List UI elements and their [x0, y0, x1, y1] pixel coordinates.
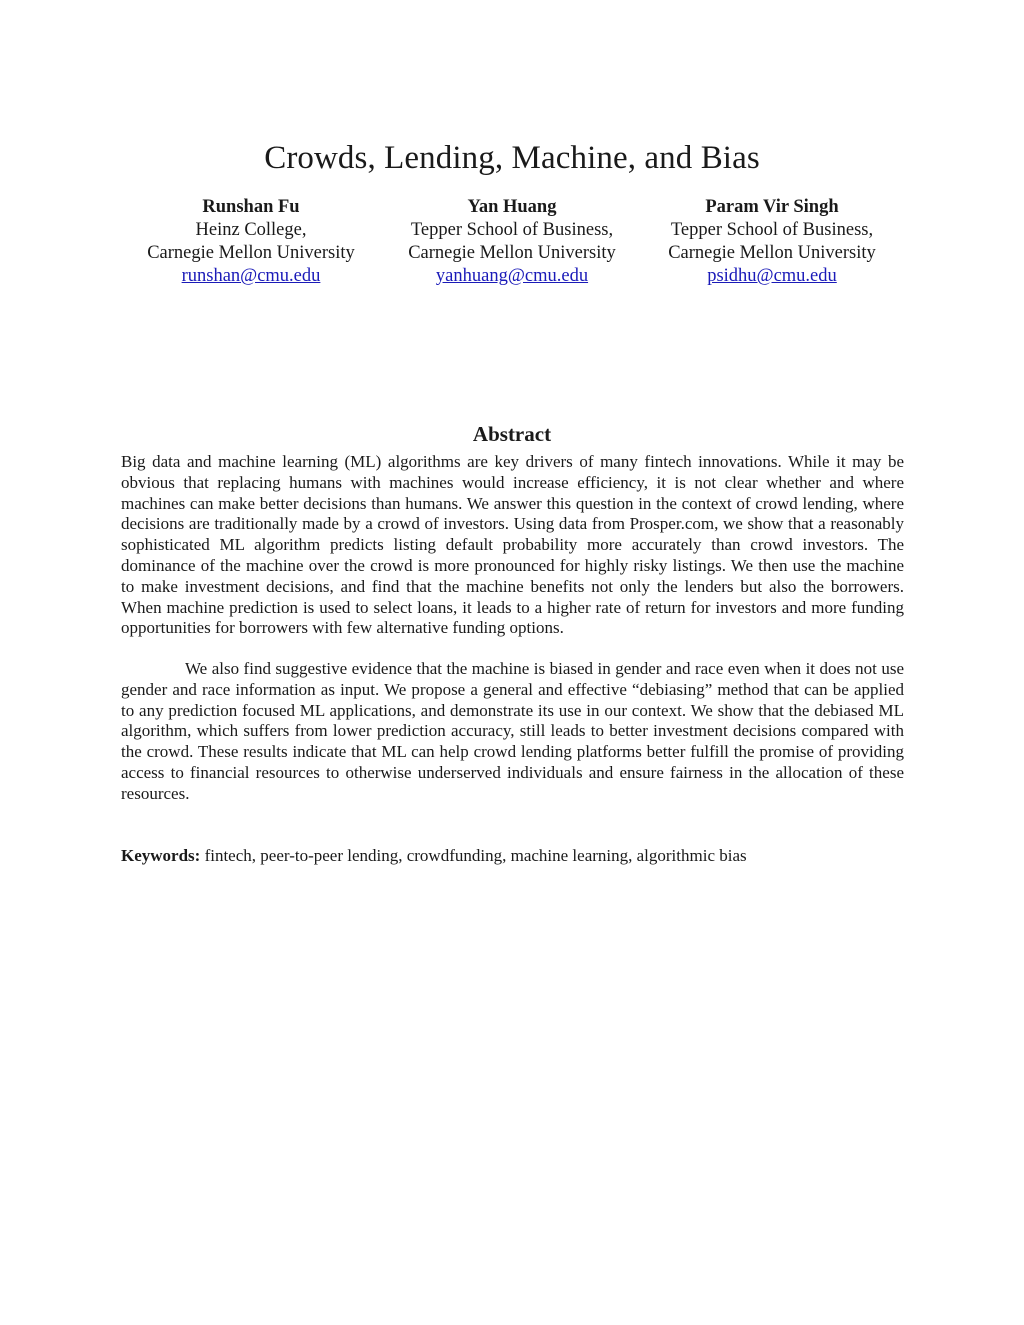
author-1	[101, 196, 401, 288]
author-name: Yan Huang	[467, 197, 557, 217]
author-affiliation-line2: Carnegie Mellon University	[147, 243, 355, 263]
author-affiliation-line1: Tepper School of Business,	[670, 220, 874, 240]
author-affiliation-line1: Tepper School of Business,	[410, 220, 614, 240]
author-email-link[interactable]: psidhu@cmu.edu	[707, 266, 837, 286]
keywords-line	[121, 845, 904, 866]
author-3	[622, 196, 922, 288]
abstract-heading: Abstract	[472, 422, 552, 447]
abstract-paragraph-1: Big data and machine learning (ML) algorithms are key drivers of many fintech innovations. While it may be obvious that replacing humans with machines would increase efficiency, it is not clear whether and where machines can make better decisions than humans. We answer this question in the context of crowd lending, where decisions are traditionally made by a crowd of investors. Using data from Prosper.com, we show that a reasonably sophisticated ML algorithm predicts listing default probability more accurately than crowd investors. The dominance of the machine over the crowd is more pronounced for highly risky listings. We then use the machine to make investment decisions, and find that the machine benefits not only the lenders but also the borrowers. When machine prediction is used to select loans, it leads to a higher rate of return for investors and more funding opportunities for borrowers with few alternative funding options.	[121, 452, 904, 638]
paper-title: Crowds, Lending, Machine, and Bias	[264, 140, 760, 177]
keywords-label: Keywords:	[121, 846, 201, 865]
author-name: Param Vir Singh	[705, 197, 839, 217]
keywords-text: fintech, peer-to-peer lending, crowdfunding, machine learning, algorithmic bias	[204, 846, 747, 865]
abstract-paragraph-2: We also find suggestive evidence that the machine is biased in gender and race even when it does not use gender and race information as input. We propose a general and effective “debiasing” method that can be applied to any prediction focused ML applications, and demonstrate its use in our context. We show that the debiased ML algorithm, which suffers from lower prediction accuracy, still leads to better investment decisions compared with the crowd. These results indicate that ML can help crowd lending platforms better fulfill the promise of providing access to financial resources to otherwise underserved individuals and ensure fairness in the allocation of these resources.	[121, 659, 904, 803]
author-email-link[interactable]: yanhuang@cmu.edu	[435, 266, 589, 286]
author-affiliation-line2: Carnegie Mellon University	[668, 243, 876, 263]
author-2	[362, 196, 662, 288]
author-email-link[interactable]: runshan@cmu.edu	[181, 266, 321, 286]
author-affiliation-line1: Heinz College,	[195, 220, 307, 240]
author-affiliation-line2: Carnegie Mellon University	[408, 243, 616, 263]
author-block	[0, 196, 1024, 306]
author-name: Runshan Fu	[202, 197, 300, 217]
